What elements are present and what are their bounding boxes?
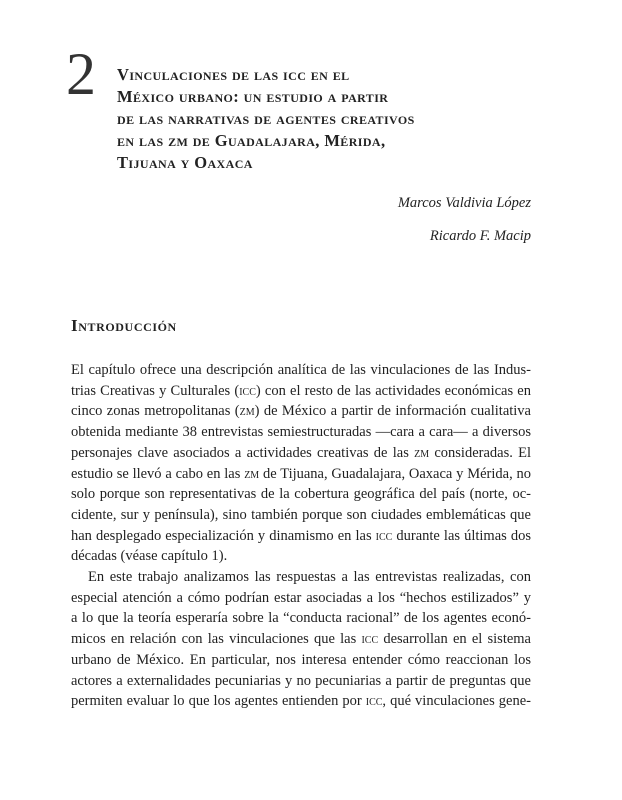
text-line: estudio se llevó a cabo en las zm de Tijuana, Guadalajara, Oaxaca y Mérida, no: [71, 465, 532, 482]
paragraph: [71, 567, 531, 712]
text-line: urbano de México. En particular, nos interesa entender cómo reaccionan los: [71, 651, 531, 668]
chapter-title: [117, 64, 507, 174]
text-line: a lo que la teoría esperaría sobre la “conducta racional” de los agentes econó-: [71, 610, 531, 627]
text-line: personajes clave asociados a actividades creativas de las zm consideradas. El: [71, 444, 531, 461]
section-heading: Introducción: [71, 316, 177, 335]
text-line: cidente, sur y península), sino también porque son ciudades emblemáticas que: [71, 506, 531, 523]
text-line: han desplegado especialización y dinamismo en las icc durante las últimas dos: [71, 527, 531, 544]
text-line: micos en relación con las vinculaciones que las icc desarrollan en el sistema: [71, 631, 531, 648]
author-list: [398, 194, 531, 259]
text-line: En este trabajo analizamos las respuestas a las entrevistas realizadas, con: [88, 569, 531, 586]
chapter-number: 2: [66, 41, 96, 107]
chapter-title-line: de las narrativas de agentes creativos: [117, 109, 415, 128]
text-line: trias Creativas y Culturales (icc) con el resto de las actividades económicas en: [71, 382, 531, 399]
text-line: permiten evaluar lo que los agentes entienden por icc, qué vinculaciones gene-: [71, 693, 531, 710]
text-line: solo porque son representativas de la cobertura geográfica del país (norte, oc-: [71, 486, 531, 503]
text-line: cinco zonas metropolitanas (zm) de México a partir de información cualitativa: [71, 403, 531, 420]
text-line: especial atención a cómo podrían estar asociadas a los “hechos estilizados” y: [71, 589, 531, 606]
chapter-title-line: México urbano: un estudio a partir: [117, 87, 389, 106]
author-name: Marcos Valdivia López: [397, 195, 531, 211]
chapter-title-line: en las zm de Guadalajara, Mérida,: [117, 131, 386, 150]
paragraph: [71, 360, 531, 567]
text-line: obtenida mediante 38 entrevistas semiestructuradas —cara a cara— a diversos: [71, 424, 531, 441]
body-text: [71, 360, 531, 712]
chapter-title-line: Vinculaciones de las icc en el: [117, 65, 350, 84]
text-line: El capítulo ofrece una descripción analítica de las vinculaciones de las Indus-: [71, 362, 531, 378]
text-line: décadas (véase capítulo 1).: [71, 548, 228, 565]
author-name: Ricardo F. Macip: [429, 227, 531, 244]
chapter-title-line: Tijuana y Oaxaca: [117, 153, 253, 172]
text-line: actores a externalidades pecuniarias y no pecuniarias a partir de preguntas que: [71, 672, 531, 689]
